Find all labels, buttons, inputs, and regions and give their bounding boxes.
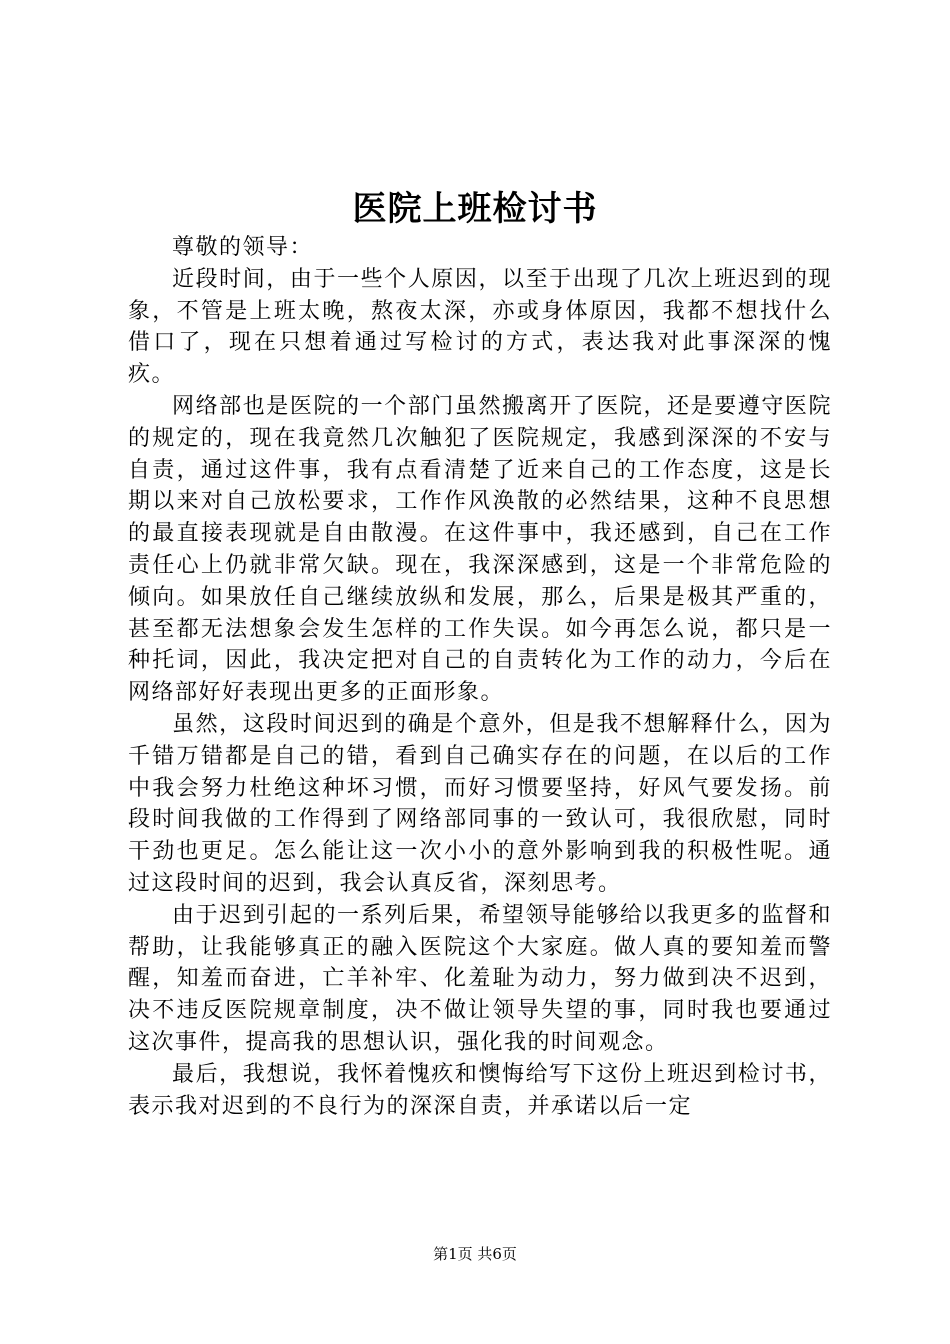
body-paragraph: 网络部也是医院的一个部门虽然搬离开了医院，还是要遵守医院的规定的，现在我竟然几次触犯了医院规定，我感到深深的不安与自责，通过这件事，我有点看清楚了近来自己的工作态度，这是长期以来对自己放松要求，工作作风涣散的必然结果，这种不良思想的最直接表现就是自由散漫。在这件事中，我还感到，自己在工作责任心上仍就非常欠缺。现在，我深深感到，这是一个非常危险的倾向。如果放任自己继续放纵和发展，那么，后果是极其严重的，甚至都无法想象会发生怎样的工作失误。如今再怎么说，都只是一种托词，因此，我决定把对自己的自责转化为工作的动力，今后在网络部好好表现出更多的正面形象。	[128, 393, 832, 706]
body-paragraph: 虽然，这段时间迟到的确是个意外，但是我不想解释什么，因为千错万错都是自己的错，看到自己确实存在的问题，在以后的工作中我会努力杜绝这种坏习惯，而好习惯要坚持，好风气要发扬。前段时间我做的工作得到了网络部同事的一致认可，我很欣慰，同时干劲也更足。怎么能让这一次小小的意外影响到我的积极性呢。通过这段时间的迟到，我会认真反省，深刻思考。	[128, 711, 832, 896]
body-paragraph: 最后，我想说，我怀着愧疚和懊悔给写下这份上班迟到检讨书，表示我对迟到的不良行为的深深自责，并承诺以后一定	[128, 1061, 832, 1119]
document-body	[128, 232, 832, 1122]
page-number-footer: 第1页 共6页	[433, 1245, 517, 1263]
body-paragraph: 近段时间，由于一些个人原因，以至于出现了几次上班迟到的现象，不管是上班太晚，熬夜太深，亦或身体原因，我都不想找什么借口了，现在只想着通过写检讨的方式，表达我对此事深深的愧疚。	[128, 266, 832, 388]
document-title: 医院上班检讨书	[352, 189, 598, 229]
salutation: 尊敬的领导：	[172, 235, 314, 260]
body-paragraph: 由于迟到引起的一系列后果，希望领导能够给以我更多的监督和帮助，让我能够真正的融入医院这个大家庭。做人真的要知羞而警醒，知羞而奋进，亡羊补牢、化羞耻为动力，努力做到决不迟到，决不违反医院规章制度，决不做让领导失望的事，同时我也要通过这次事件，提高我的思想认识，强化我的时间观念。	[128, 902, 832, 1055]
